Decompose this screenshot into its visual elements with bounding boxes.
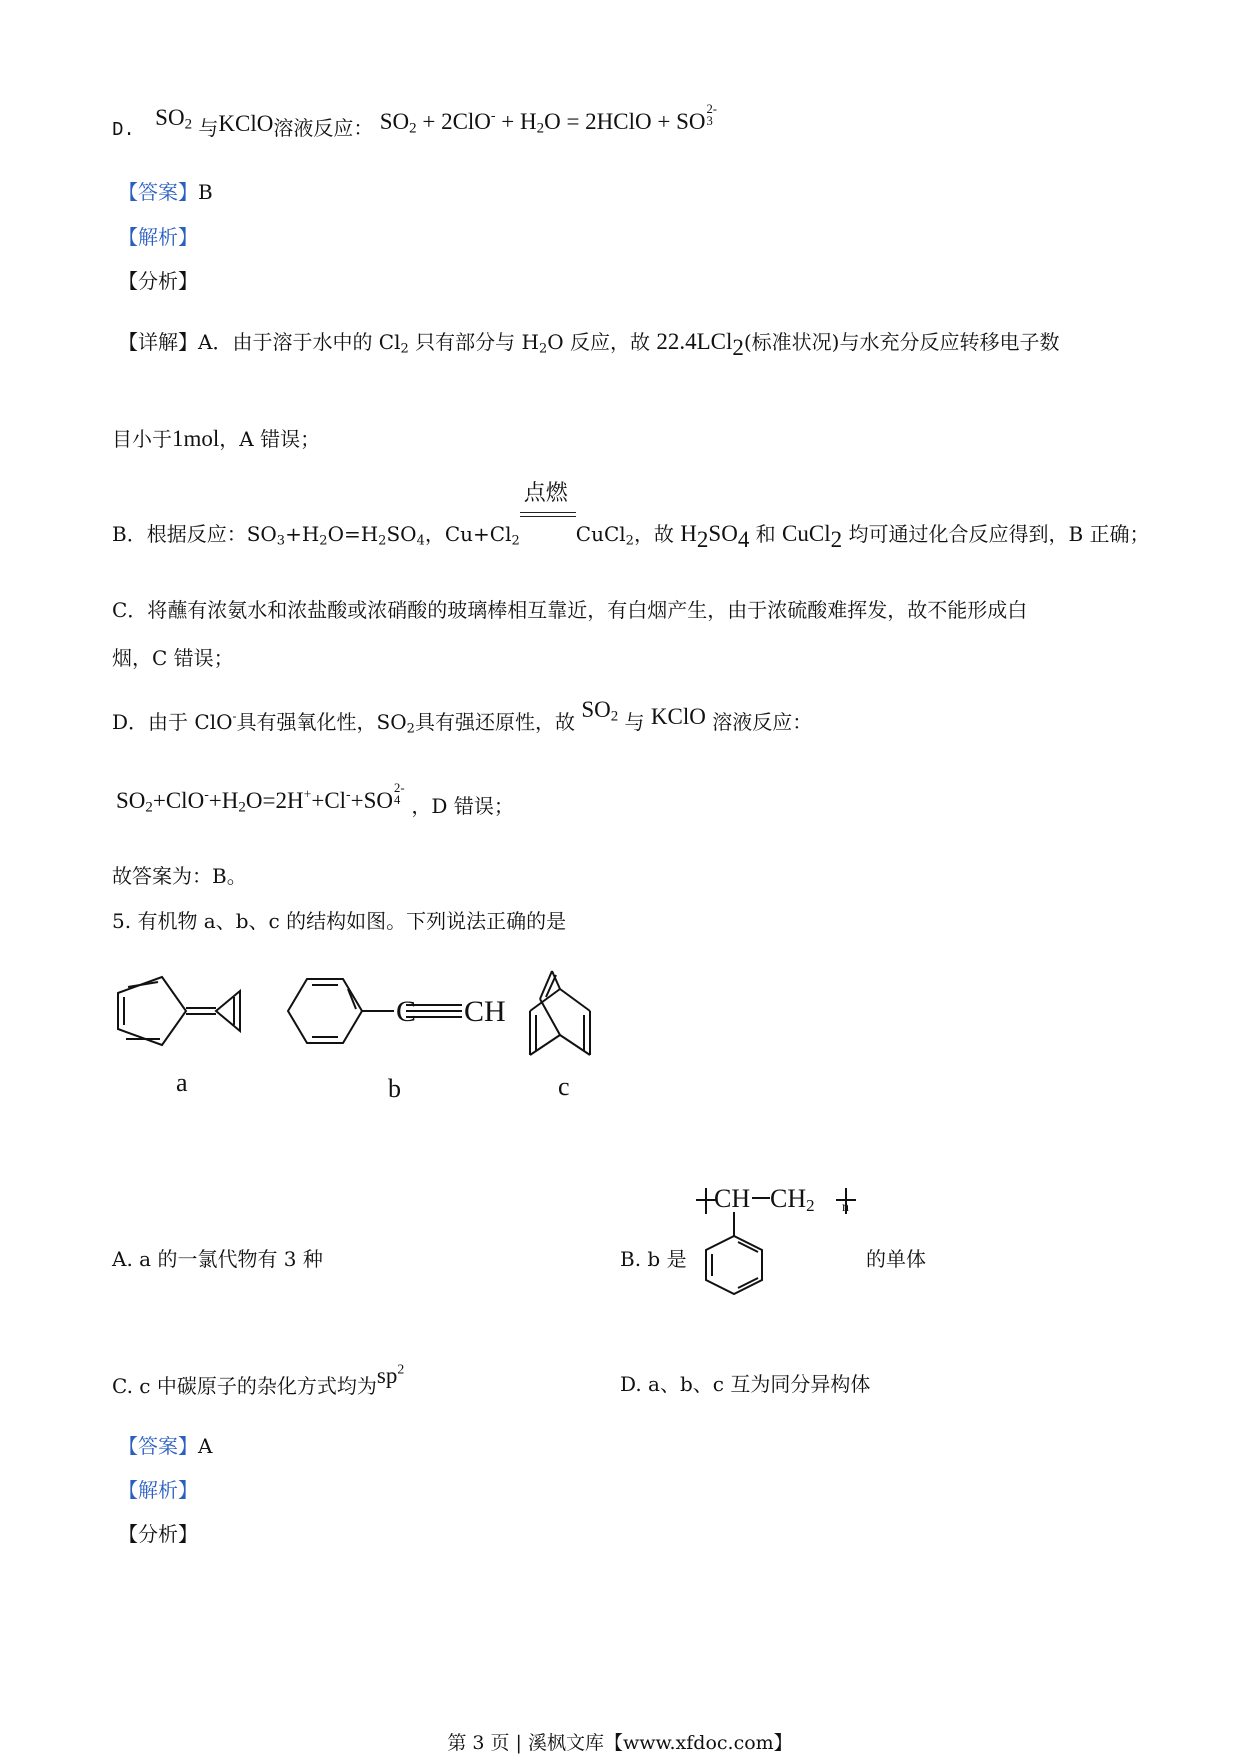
analysis2-label: 【解析】 [118,1478,198,1502]
option-d: D. a、b、c 互为同分异构体 [620,1372,871,1396]
detail-a-line2: 目小于1mol，A 错误； [112,426,321,451]
polystyrene-structure: CH $CH_2$ n [690,1180,870,1310]
label-b: b [388,1074,401,1103]
structures-figure [110,965,630,1095]
fenxi-label: 【分析】 [118,269,198,293]
label-c: c [558,1072,570,1101]
answer-label: 【答案】B [118,180,213,204]
analysis-label: 【解析】 [118,225,198,249]
b-ch: CH [464,995,506,1028]
structure-b [288,979,462,1043]
option-b-suffix: 的单体 [866,1247,926,1271]
label-a: a [176,1068,188,1097]
option-d-line: D. $SO_2$ 与KClO溶液反应： $SO_2 + 2ClO^- + H_2O$ = 2HClO + SO 2- 3 [112,112,724,142]
option-b-prefix: B. b 是 [620,1247,687,1271]
fenxi2-label: 【分析】 [118,1522,198,1546]
page-footer: 第 3 页 | 溪枫文库【www.xfdoc.com】 [447,1732,793,1754]
structure-a [118,977,240,1045]
detail-c-line2: 烟，C 错误； [112,646,234,670]
question5-stem: 5. 有机物 a、b、c 的结构如图。下列说法正确的是 [112,909,567,933]
detail-b-line: B．根据反应：$SO_3+H_2O=H_2SO_4$，$Cu+Cl_2$ 点燃 CuCl$_2$，故 $H_2SO_4$ 和 CuCl$_2$ 均可通过化合反应得到，B 正确； [112,481,1150,552]
detail-a-line1: 【详解】A．由于溶于水中的 $Cl_2$ 只有部分与 $H_2O$ 反应，故 22.4LCl$_2$(标准状况)与水充分反应转移电子数 [118,329,1060,360]
equation-d-top: $SO_2 + 2ClO^- + H_2O$ = 2HClO + SO 2- 3 [379,101,718,137]
conclusion: 故答案为：B。 [112,864,247,888]
detail-d-line1: D．由于 ClO-具有强氧化性，$SO_2$具有强还原性，故 $SO_2$ 与 KClO 溶液反应： [112,697,813,737]
option-c: C. c 中碳原子的杂化方式均为$sp^2$ [112,1361,405,1398]
option-a: A. a 的一氯代物有 3 种 [112,1247,323,1271]
b-triple-carbon: C [396,995,417,1028]
detail-c-line1: C．将蘸有浓氨水和浓盐酸或浓硝酸的玻璃棒相互靠近，有白烟产生，由于浓硫酸难挥发，故不能形成白 [112,598,1028,622]
detail-d-equation: $SO_2+ClO^-+H_2O=2H^++Cl^-+SO$ 2- 4 ，D 错误； [116,780,514,818]
reaction-condition: 点燃 [520,521,576,541]
answer2-label: 【答案】A [118,1434,213,1458]
structure-c [530,971,590,1055]
